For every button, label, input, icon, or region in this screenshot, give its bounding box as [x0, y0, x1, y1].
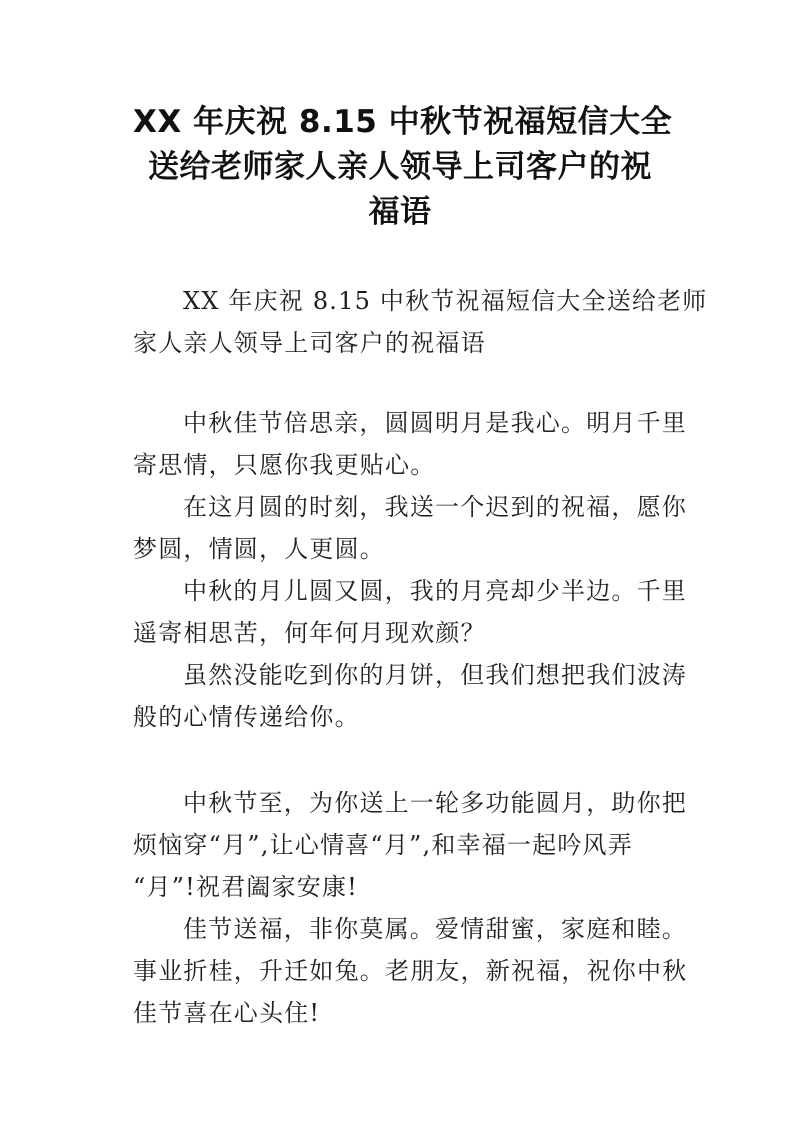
greeting-paragraph-4 — [133, 654, 687, 738]
title-line: 送给老师家人亲人领导上司客户的祝 — [148, 149, 652, 185]
paragraph-line: 家人亲人领导上司客户的祝福语 — [133, 329, 486, 357]
paragraph-line: 遥寄相思苦，何年何月现欢颜？ — [133, 619, 486, 647]
paragraph-line: 佳节送福，非你莫属。爱情甜蜜，家庭和睦。 — [183, 915, 687, 943]
paragraph-line: 在这月圆的时刻，我送一个迟到的祝福，愿你 — [183, 493, 687, 521]
title-line: 福语 — [368, 194, 432, 230]
paragraph-line: 寄思情，只愿你我更贴心。 — [133, 451, 436, 479]
greeting-paragraph-2 — [133, 486, 687, 570]
greeting-paragraph-5 — [133, 782, 687, 908]
paragraph-line: 烦恼穿“月”,让心情喜“月”,和幸福一起吟风弄 — [133, 831, 633, 859]
paragraph-line: 中秋佳节倍思亲，圆圆明月是我心。明月千里 — [183, 409, 687, 437]
greeting-paragraph-3 — [133, 570, 687, 654]
document-title — [133, 100, 673, 235]
paragraph-line: 中秋的月儿圆又圆，我的月亮却少半边。千里 — [183, 577, 687, 605]
paragraph-line: 佳节喜在心头住! — [133, 999, 321, 1027]
paragraph-line: XX 年庆祝 8.15 中秋节祝福短信大全送给老师 — [183, 287, 708, 315]
greeting-paragraph-1 — [133, 402, 687, 486]
intro-paragraph — [133, 280, 708, 364]
greeting-paragraph-6 — [133, 908, 688, 1034]
paragraph-line: “月”!祝君阖家安康! — [133, 873, 359, 901]
title-line: XX 年庆祝 8.15 中秋节祝福短信大全 — [133, 104, 673, 140]
paragraph-line: 中秋节至，为你送上一轮多功能圆月，助你把 — [183, 789, 687, 817]
paragraph-line: 梦圆，情圆，人更圆。 — [133, 535, 385, 563]
paragraph-line: 般的心情传递给你。 — [133, 703, 360, 731]
paragraph-line: 事业折桂，升迁如兔。老朋友，新祝福，祝你中秋 — [133, 957, 688, 985]
paragraph-line: 虽然没能吃到你的月饼，但我们想把我们波涛 — [183, 661, 687, 689]
